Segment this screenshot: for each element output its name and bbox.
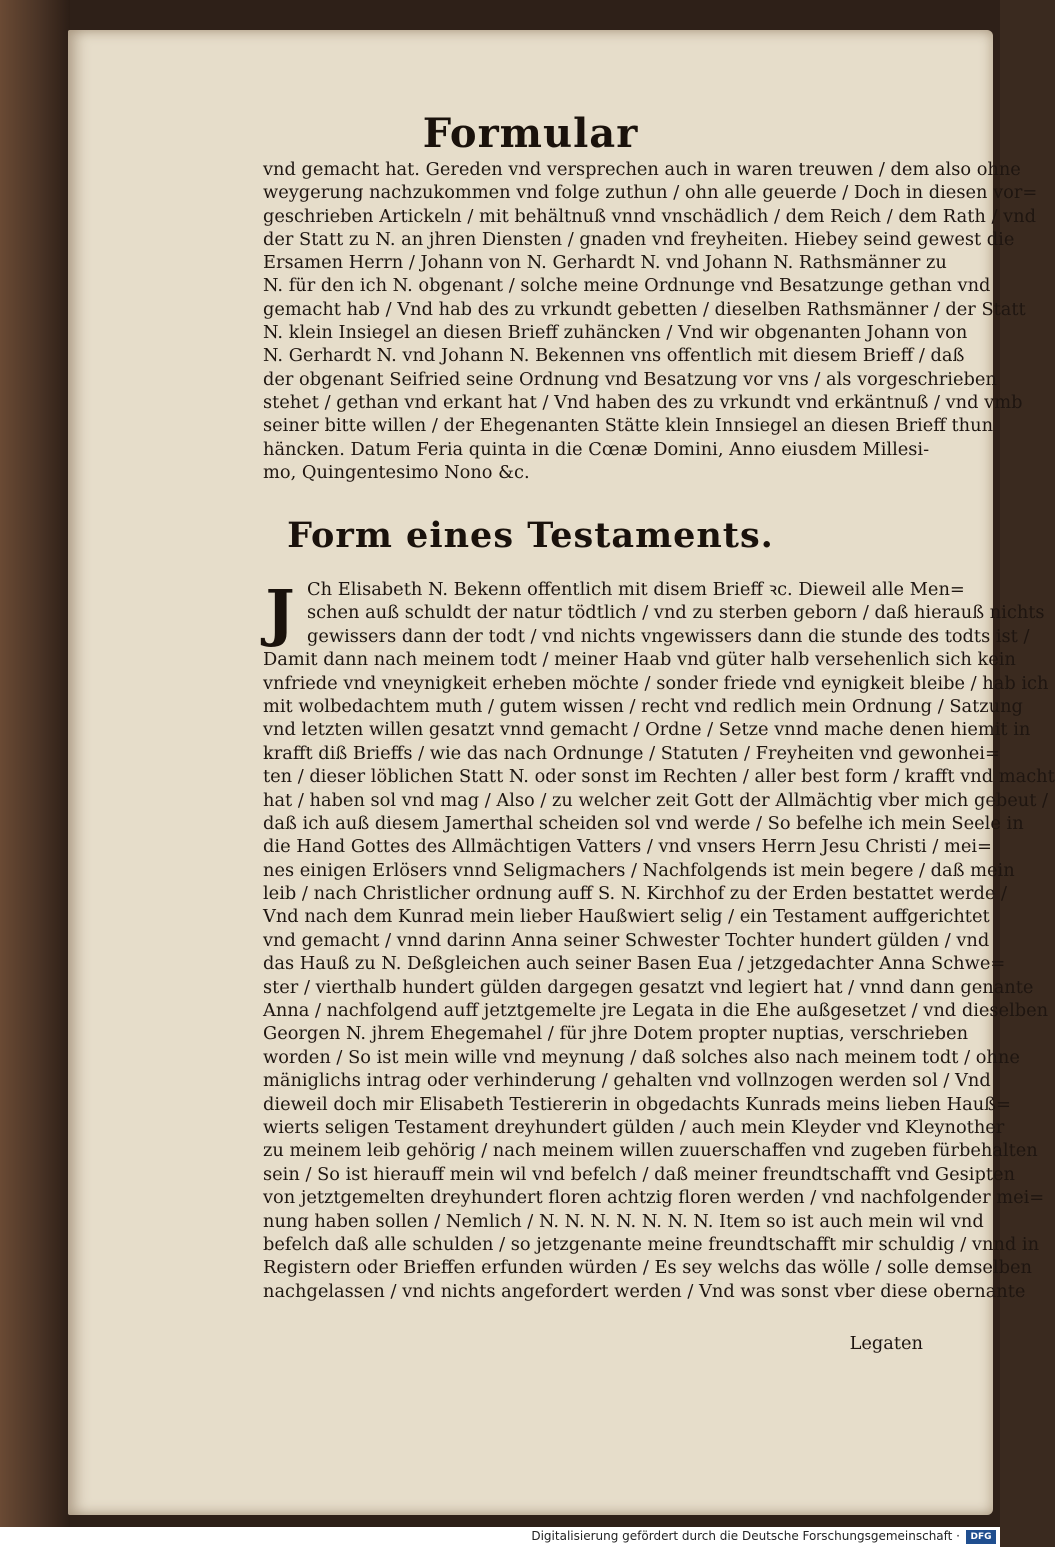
book-spine-edge <box>0 0 70 1527</box>
text-line: mo, Quingentesimo Nono &c. <box>263 461 530 483</box>
text-line: vnfriede vnd vneynigkeit erheben möchte / sonder friede vnd eynigkeit bleibe / hab ich <box>263 672 1049 694</box>
text-line: Vnd nach dem Kunrad mein lieber Haußwiert selig / ein Testament auffgerichtet <box>263 906 990 928</box>
text-line: wierts seligen Testament dreyhundert gülden / auch mein Kleyder vnd Kleynother <box>263 1116 1005 1138</box>
text-line: weygerung nachzukommen vnd folge zuthun / ohn alle geuerde / Doch in diesen vor= <box>263 182 1038 204</box>
text-line: nung haben sollen / Nemlich / N. N. N. N. N. N. N. Item so ist auch mein wil vnd <box>263 1210 984 1232</box>
text-line: leib / nach Christlicher ordnung auff S. N. Kirchhof zu der Erden bestattet werde / <box>263 883 1008 905</box>
text-line: nachgelassen / vnd nichts angefordert werden / Vnd was sonst vber diese obernante <box>263 1280 1026 1302</box>
text-line: N. klein Insiegel an diesen Brieff zuhäncken / Vnd wir obgenanten Johann von <box>263 322 968 344</box>
text-line: N. für den ich N. obgenant / solche meine Ordnunge vnd Besatzunge gethan vnd <box>263 275 991 297</box>
text-line: vnd letzten willen gesatzt vnnd gemacht / Ordne / Setze vnnd mache denen hiemit in <box>263 719 1031 741</box>
text-line: häncken. Datum Feria quinta in die Cœnæ Domini, Anno eiusdem Millesi- <box>263 438 930 460</box>
text-line: ster / vierthalb hundert gülden dargegen gesatzt vnd legiert hat / vnnd dann genante <box>263 976 1034 998</box>
drop-cap-initial: J <box>265 576 295 649</box>
footer-bar <box>0 1527 1000 1547</box>
text-line: geschrieben Artickeln / mit behältnuß vnnd vnschädlich / dem Reich / dem Rath / vnd <box>263 205 1036 227</box>
text-line: Ersamen Herrn / Johann von N. Gerhardt N. vnd Johann N. Rathsmänner zu <box>263 252 947 274</box>
text-line: krafft diß Brieffs / wie das nach Ordnunge / Statuten / Freyheiten vnd gewonhei= <box>263 742 1000 764</box>
text-line: Damit dann nach meinem todt / meiner Haab vnd güter halb versehenlich sich kein <box>263 649 1016 671</box>
page-header: Formular <box>422 110 639 157</box>
text-line: zu meinem leib gehörig / nach meinem willen zuuerschaffen vnd zugeben fürbehalten <box>263 1140 1038 1162</box>
text-line: hat / haben sol vnd mag / Also / zu welcher zeit Gott der Allmächtig vber mich gebeut / <box>263 789 1049 811</box>
text-line: vnd gemacht hat. Gereden vnd versprechen auch in waren treuwen / dem also ohne <box>263 159 1021 180</box>
text-line: nes einigen Erlösers vnnd Seligmachers / Nachfolgends ist mein begere / daß mein <box>263 859 1015 881</box>
text-line: Ch Elisabeth N. Bekenn offentlich mit disem Brieff ꝛc. Dieweil alle Men= <box>307 579 965 600</box>
text-line: sein / So ist hierauff mein wil vnd befelch / daß meiner freundtschafft vnd Gesipten <box>263 1163 1015 1185</box>
text-line: der obgenant Seifried seine Ordnung vnd Besatzung vor vns / als vorgeschrieben <box>263 368 997 390</box>
text-line: die Hand Gottes des Allmächtigen Vatters / vnd vnsers Herrn Jesu Christi / mei= <box>263 836 992 858</box>
text-line: gewissers dann der todt / vnd nichts vngewissers dann die stunde des todts ist / <box>307 625 1030 647</box>
text-line: N. Gerhardt N. vnd Johann N. Bekennen vns offentlich mit diesem Brieff / daß <box>263 345 965 367</box>
text-line: gemacht hab / Vnd hab des zu vrkundt gebetten / dieselben Rathsmänner / der Statt <box>263 298 1026 320</box>
text-line: das Hauß zu N. Deßgleichen auch seiner Basen Eua / jetzgedachter Anna Schwe= <box>263 953 1006 975</box>
text-line: worden / So ist mein wille vnd meynung / daß solches also nach meinem todt / ohne <box>263 1046 1020 1068</box>
text-line: befelch daß alle schulden / so jetzgenante meine freundtschafft mir schuldig / vnnd in <box>263 1233 1040 1255</box>
document-page <box>68 30 1055 1515</box>
text-line: stehet / gethan vnd erkant hat / Vnd haben des zu vrkundt vnd erkäntnuß / vnd vmb <box>263 391 1023 413</box>
text-line: der Statt zu N. an jhren Diensten / gnaden vnd freyheiten. Hiebey seind gewest die <box>263 228 1015 250</box>
text-block-formular <box>263 158 1038 484</box>
text-line: von jetztgemelten dreyhundert floren achtzig floren werden / vnd nachfolgender mei= <box>263 1187 1045 1209</box>
text-block-testament <box>263 576 1055 1303</box>
text-line: dieweil doch mir Elisabeth Testiererin in obgedachts Kunrads meins lieben Hauß= <box>263 1093 1011 1115</box>
catchword: Legaten <box>849 1333 923 1354</box>
text-line: mäniglichs intrag oder verhinderung / gehalten vnd vollnzogen werden sol / Vnd <box>263 1070 991 1092</box>
text-line: Georgen N. jhrem Ehegemahel / für jhre Dotem propter nuptias, verschrieben <box>263 1023 969 1045</box>
text-line: daß ich auß diesem Jamerthal scheiden sol vnd werde / So befelhe ich mein Seele in <box>263 812 1024 834</box>
funding-credit: Digitalisierung gefördert durch die Deutsche Forschungsgemeinschaft · <box>531 1529 960 1543</box>
dfg-logo-icon[interactable]: DFG <box>966 1530 996 1544</box>
text-line: mit wolbedachtem muth / gutem wissen / recht vnd redlich mein Ordnung / Satzung <box>263 695 1023 717</box>
text-line: seiner bitte willen / der Ehegenanten Stätte klein Innsiegel an diesen Brieff thun <box>263 415 994 437</box>
section-heading: Form eines Testaments. <box>287 515 774 556</box>
text-line: Registern oder Brieffen erfunden würden / Es sey welchs das wölle / solle demselben <box>263 1257 1032 1279</box>
text-line: ten / dieser löblichen Statt N. oder sonst im Rechten / aller best form / krafft vnd macht <box>263 766 1055 788</box>
text-line: Anna / nachfolgend auff jetztgemelte jre Legata in die Ehe außgesetzet / vnd dieselben <box>263 1000 1049 1022</box>
text-line: vnd gemacht / vnnd darinn Anna seiner Schwester Tochter hundert gülden / vnd <box>263 929 990 951</box>
text-line: schen auß schuldt der natur tödtlich / vnd zu sterben geborn / daß hierauß nichts <box>307 602 1045 624</box>
